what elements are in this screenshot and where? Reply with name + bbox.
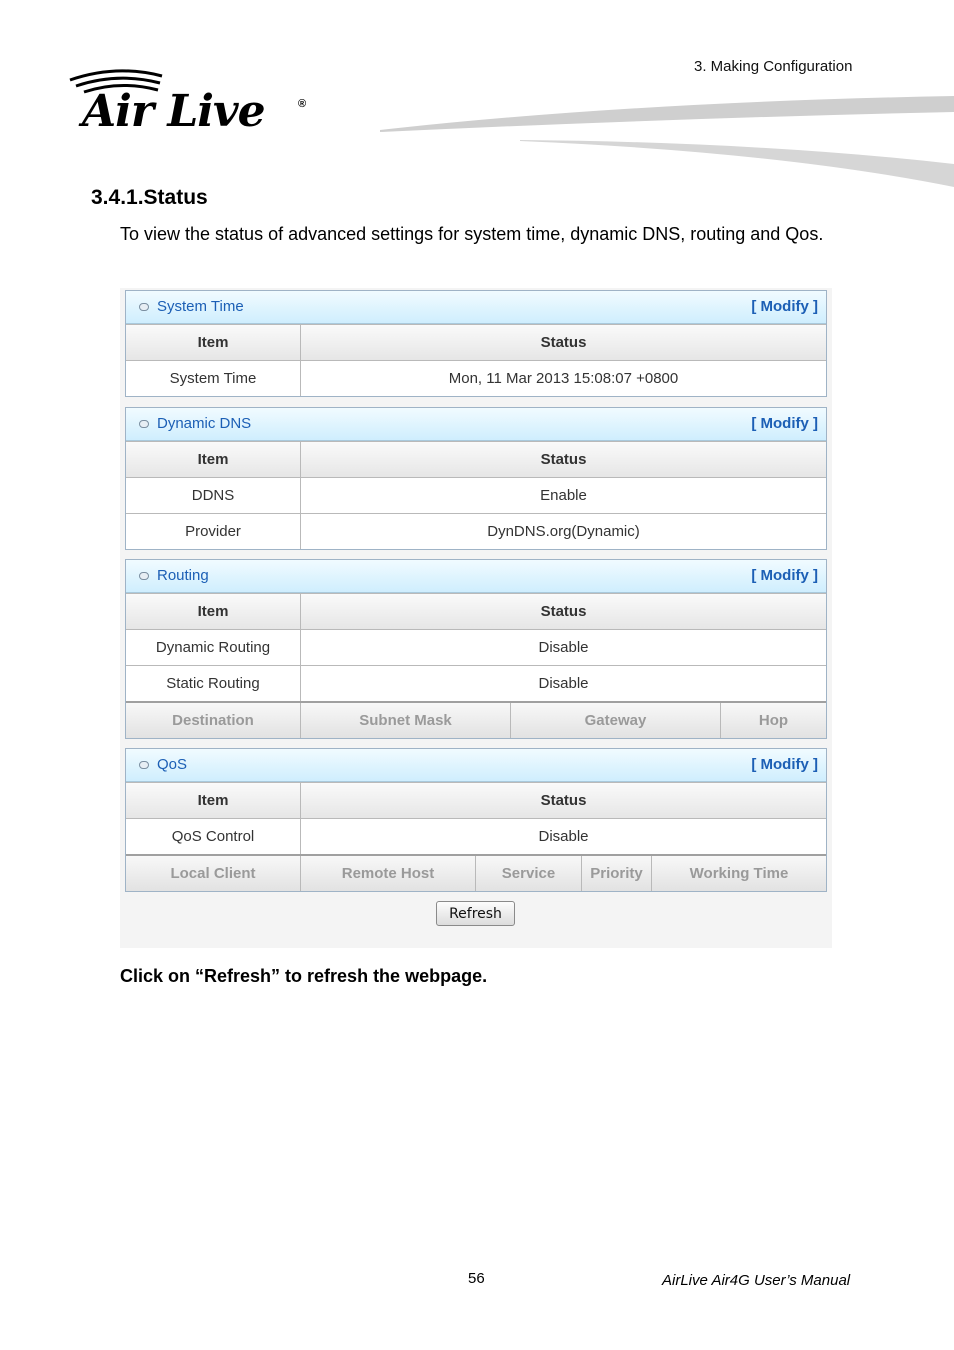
column-header: Status xyxy=(300,325,826,360)
manual-title: AirLive Air4G User’s Manual xyxy=(662,1272,851,1289)
panel-header xyxy=(126,408,826,441)
routing-panel xyxy=(125,559,827,739)
item-cell: QoS Control xyxy=(171,828,255,845)
table-row xyxy=(126,477,826,513)
column-header: Local Client xyxy=(126,856,300,891)
refresh-note: Click on “Refresh” to refresh the webpage. xyxy=(120,966,488,986)
table-row xyxy=(126,629,826,665)
column-header: Item xyxy=(126,594,300,629)
bullet-icon xyxy=(139,420,149,428)
table-row xyxy=(126,360,826,396)
column-header: Status xyxy=(300,594,826,629)
bullet-icon xyxy=(139,303,149,311)
modify-link[interactable]: [ Modify ] xyxy=(751,415,818,432)
item-cell: Provider xyxy=(185,523,241,540)
routing-subtable-header xyxy=(126,701,826,738)
intro-paragraph: To view the status of advanced settings for system time, dynamic DNS, routing and Qos. xyxy=(120,224,824,244)
table-row xyxy=(126,818,826,854)
status-cell: DynDNS.org(Dynamic) xyxy=(300,514,826,549)
table-header-row xyxy=(126,324,826,360)
column-header: Subnet Mask xyxy=(300,703,510,738)
dynamic-dns-panel xyxy=(125,407,827,550)
qos-subtable-header xyxy=(126,854,826,891)
panel-title: Dynamic DNS xyxy=(157,415,252,432)
item-cell: Dynamic Routing xyxy=(155,639,271,656)
bullet-icon xyxy=(139,761,149,769)
column-header: Item xyxy=(126,325,300,360)
panel-header xyxy=(126,560,826,593)
status-cell: Mon, 11 Mar 2013 15:08:07 +0800 xyxy=(300,361,826,396)
modify-link[interactable]: [ Modify ] xyxy=(751,756,818,773)
header-swoosh-graphic xyxy=(380,92,954,192)
logo-registered-mark: ® xyxy=(298,98,307,110)
column-header: Item xyxy=(126,783,300,818)
qos-panel xyxy=(125,748,827,892)
item-cell: DDNS xyxy=(191,487,235,504)
router-status-screenshot xyxy=(120,288,832,948)
bullet-icon xyxy=(139,572,149,580)
chapter-title: 3. Making Configuration xyxy=(694,58,853,75)
column-header: Item xyxy=(126,442,300,477)
page-number: 56 xyxy=(468,1270,485,1287)
panel-title: QoS xyxy=(157,756,188,773)
table-header-row xyxy=(126,593,826,629)
column-header: Status xyxy=(300,442,826,477)
modify-link[interactable]: [ Modify ] xyxy=(751,298,818,315)
column-header: Status xyxy=(300,783,826,818)
column-header: Gateway xyxy=(510,703,720,738)
section-title: 3.4.1.Status xyxy=(91,186,208,209)
column-header: Working Time xyxy=(651,856,826,891)
column-header: Priority xyxy=(581,856,651,891)
status-cell: Enable xyxy=(300,478,826,513)
panel-header xyxy=(126,291,826,324)
panel-title: Routing xyxy=(157,567,209,584)
table-header-row xyxy=(126,782,826,818)
refresh-button[interactable]: Refresh xyxy=(436,901,515,926)
column-header: Remote Host xyxy=(300,856,475,891)
item-cell: Static Routing xyxy=(166,675,260,692)
panel-header xyxy=(126,749,826,782)
panel-title: System Time xyxy=(157,298,244,315)
column-header: Destination xyxy=(126,703,300,738)
column-header: Hop xyxy=(720,703,826,738)
column-header: Service xyxy=(475,856,581,891)
status-cell: Disable xyxy=(300,819,826,854)
logo-wordmark: Air Live xyxy=(82,86,265,137)
status-cell: Disable xyxy=(300,630,826,665)
airlive-logo xyxy=(66,66,316,136)
table-row xyxy=(126,665,826,701)
table-header-row xyxy=(126,441,826,477)
modify-link[interactable]: [ Modify ] xyxy=(751,567,818,584)
table-row xyxy=(126,513,826,549)
system-time-panel xyxy=(125,290,827,397)
item-cell: System Time xyxy=(169,370,257,387)
status-cell: Disable xyxy=(300,666,826,701)
